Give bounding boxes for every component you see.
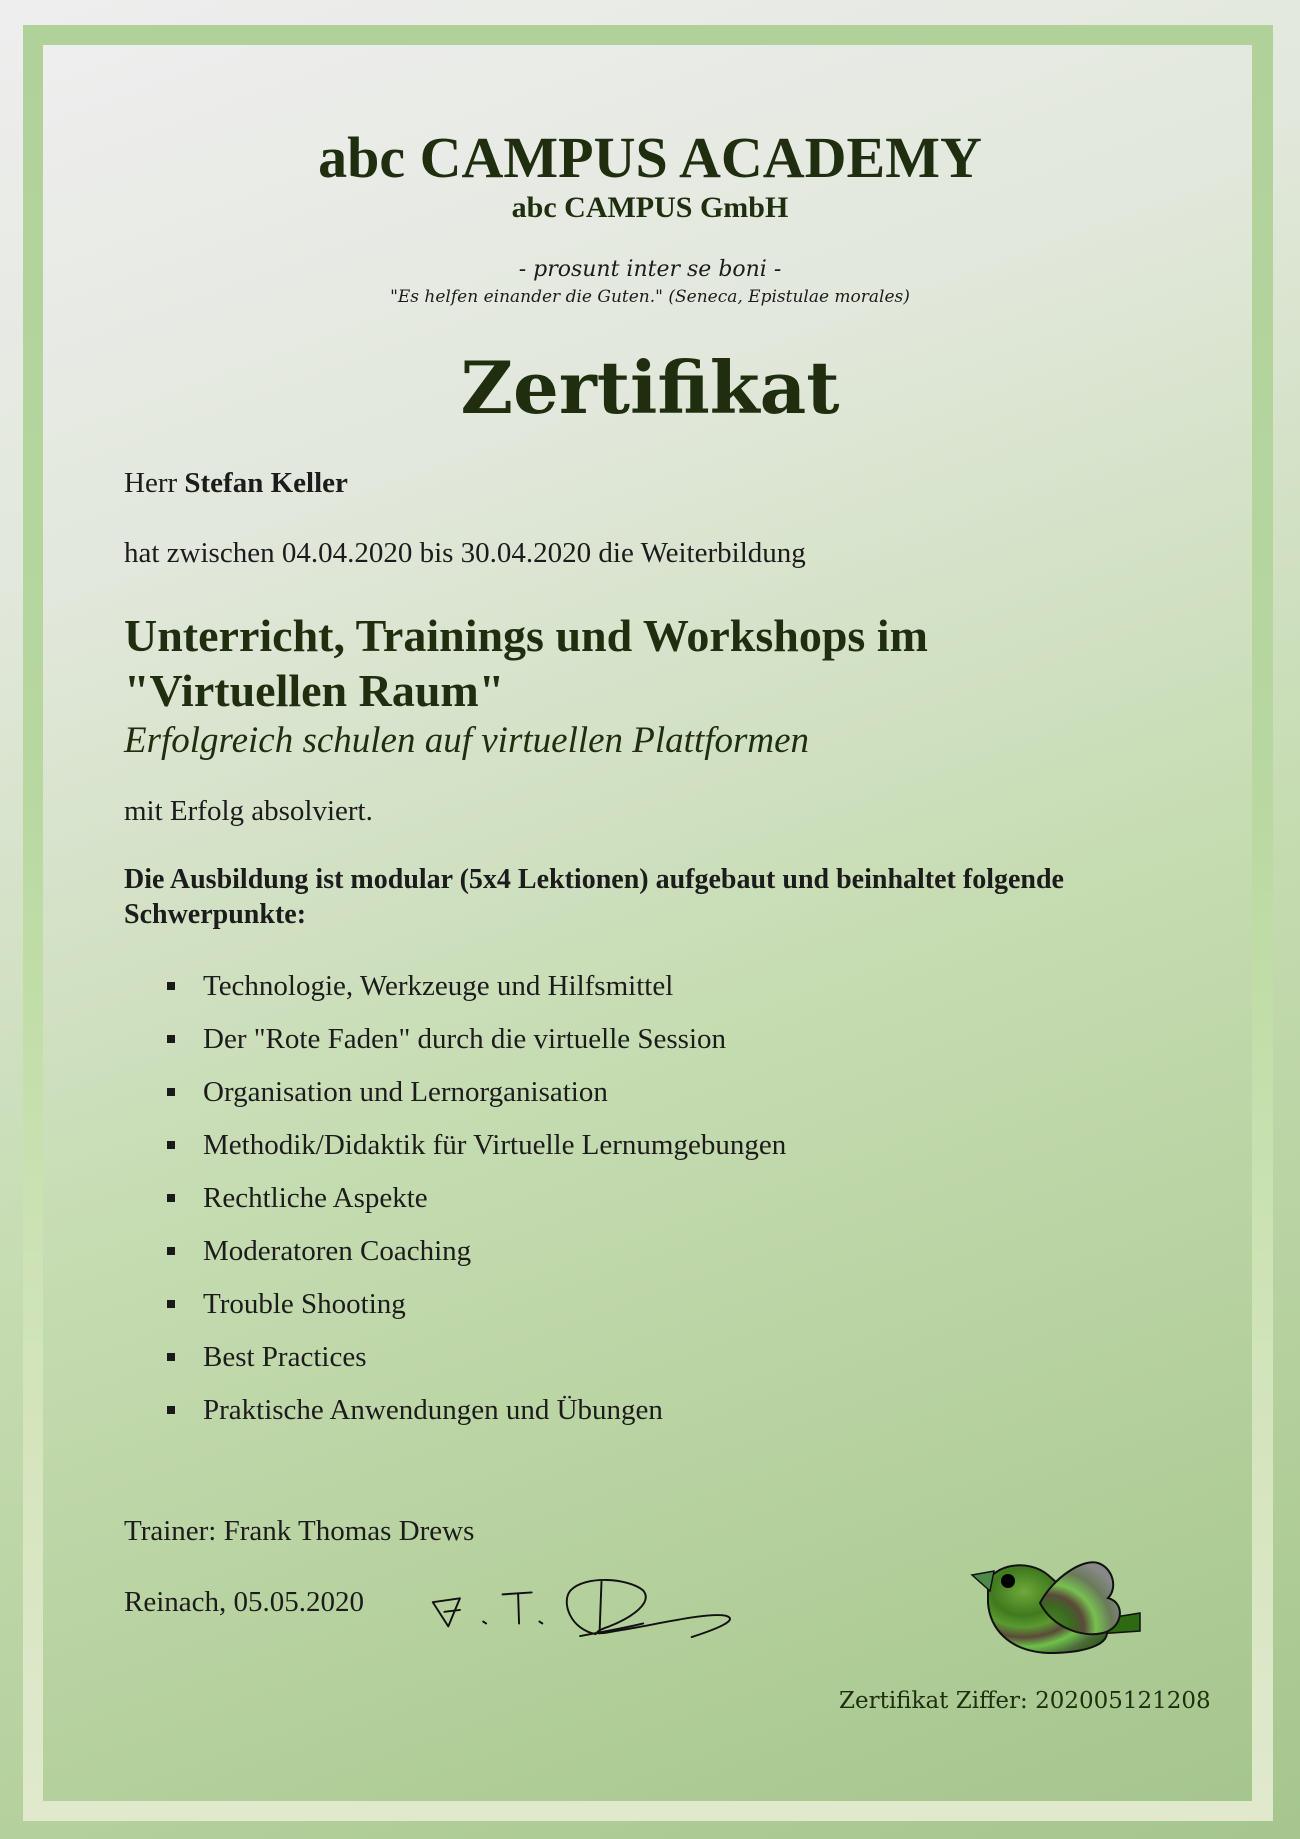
academy-name: abc CAMPUS ACADEMY <box>318 125 982 190</box>
list-item: Organisation und Lernorganisation <box>165 1074 786 1127</box>
bird-logo-icon <box>968 1553 1143 1658</box>
square-bullet-icon <box>167 1406 175 1414</box>
list-item: Der "Rote Faden" durch die virtuelle Session <box>165 1021 786 1074</box>
list-item: Trouble Shooting <box>165 1286 786 1339</box>
period-text: hat zwischen 04.04.2020 bis 30.04.2020 die Weiterbildung <box>124 537 806 569</box>
square-bullet-icon <box>167 1300 175 1308</box>
signature-icon <box>425 1572 745 1642</box>
trainer-name: Trainer: Frank Thomas Drews <box>124 1515 475 1547</box>
motto: - prosunt inter se boni - <box>518 257 782 282</box>
list-item: Best Practices <box>165 1339 786 1392</box>
topics-list <box>165 968 786 1445</box>
square-bullet-icon <box>167 1035 175 1043</box>
place-date: Reinach, 05.05.2020 <box>124 1586 365 1618</box>
list-item: Rechtliche Aspekte <box>165 1180 786 1233</box>
seneca-quote: "Es helfen einander die Guten." (Seneca, Epistulae morales) <box>390 287 910 307</box>
completion-text: mit Erfolg absolviert. <box>124 795 373 827</box>
list-item: Methodik/Didaktik für Virtuelle Lernumgebungen <box>165 1127 786 1180</box>
recipient-name: Stefan Keller <box>184 467 348 499</box>
course-title: Unterricht, Trainings und Workshops im "Virtuellen Raum" <box>124 610 928 716</box>
list-item: Moderatoren Coaching <box>165 1233 786 1286</box>
certificate-title: Zertifikat <box>460 345 840 430</box>
recipient-line <box>124 465 348 501</box>
company-name: abc CAMPUS GmbH <box>511 191 789 224</box>
square-bullet-icon <box>167 1141 175 1149</box>
square-bullet-icon <box>167 1353 175 1361</box>
list-item: Praktische Anwendungen und Übungen <box>165 1392 786 1445</box>
certificate-number: Zertifikat Ziffer: 202005121208 <box>839 1688 1211 1714</box>
list-item: Technologie, Werkzeuge und Hilfsmittel <box>165 968 786 1021</box>
square-bullet-icon <box>167 1088 175 1096</box>
salutation: Herr <box>124 467 178 499</box>
modules-description: Die Ausbildung ist modular (5x4 Lektionen) aufgebaut und beinhaltet folgende Schwerpunkte: <box>124 864 1064 930</box>
square-bullet-icon <box>167 982 175 990</box>
course-subtitle: Erfolgreich schulen auf virtuellen Plattformen <box>124 720 810 761</box>
square-bullet-icon <box>167 1247 175 1255</box>
square-bullet-icon <box>167 1194 175 1202</box>
